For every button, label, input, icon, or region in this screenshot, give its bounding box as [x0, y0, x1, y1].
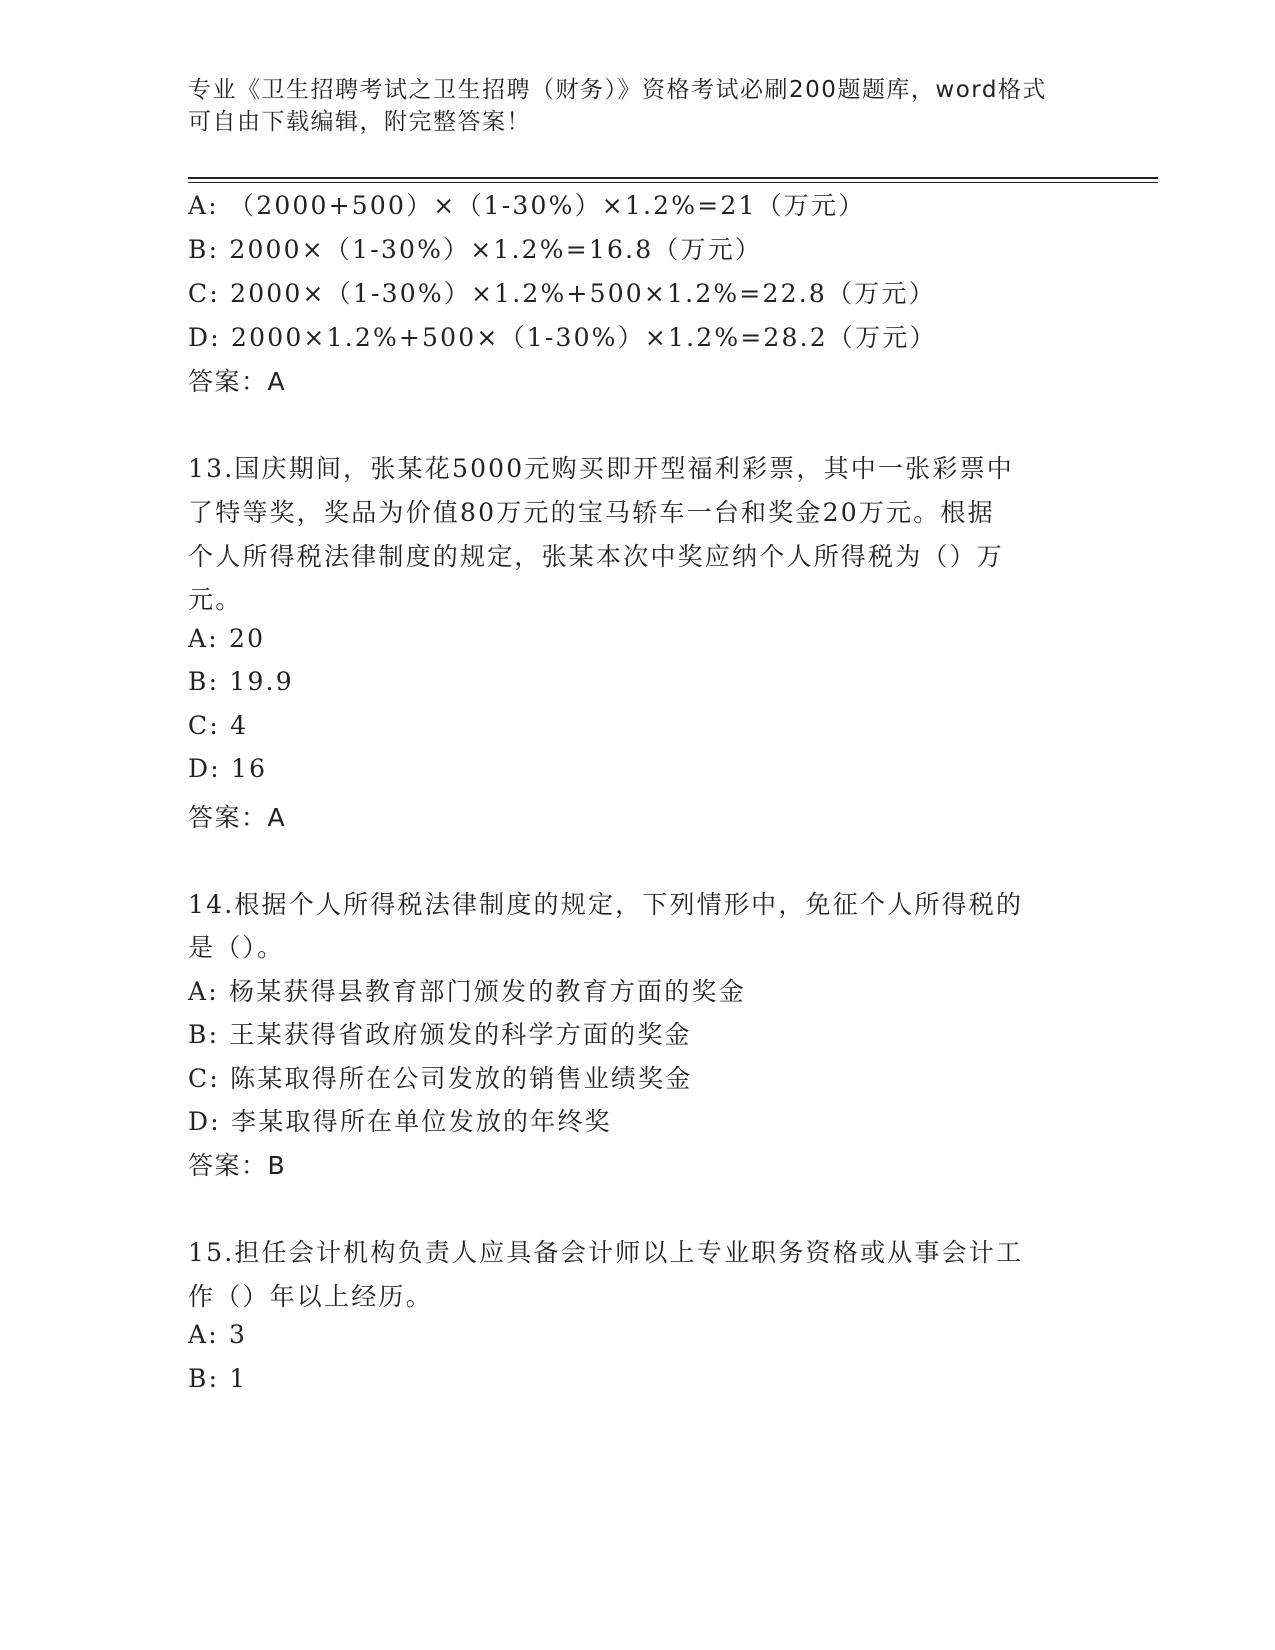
- q13-stem-line-2: 了特等奖，奖品为价值80万元的宝马轿车一台和奖金20万元。根据: [188, 498, 995, 527]
- q12-option-b: B: 2000×（1-30%）×1.2%=16.8（万元）: [188, 235, 763, 264]
- q13-option-d: D: 16: [188, 754, 268, 783]
- q15-stem-line-1: 15.担任会计机构负责人应具备会计师以上专业职务资格或从事会计工: [188, 1238, 1024, 1267]
- q12-option-c: C: 2000×（1-30%）×1.2%+500×1.2%=22.8（万元）: [188, 279, 936, 308]
- q13-stem-line-4: 元。: [188, 585, 243, 614]
- q13-stem-line-1: 13.国庆期间，张某花5000元购买即开型福利彩票，其中一张彩票中: [188, 454, 1014, 483]
- q14-option-d: D: 李某取得所在单位发放的年终奖: [188, 1107, 612, 1136]
- q13-answer: 答案：A: [188, 803, 287, 832]
- q15-option-a: A: 3: [188, 1320, 248, 1349]
- q13-option-b: B: 19.9: [188, 667, 294, 696]
- q14-stem-line-2: 是（）。: [188, 933, 285, 962]
- q13-option-a: A: 20: [188, 624, 266, 653]
- q12-option-d: D: 2000×1.2%+500×（1-30%）×1.2%=28.2（万元）: [188, 323, 937, 352]
- q14-option-c: C: 陈某取得所在公司发放的销售业绩奖金: [188, 1064, 693, 1093]
- q15-stem-line-2: 作（）年以上经历。: [188, 1282, 433, 1311]
- header-line-2: 可自由下载编辑，附完整答案！: [188, 109, 531, 135]
- header-divider-thick: [188, 177, 1158, 179]
- q14-option-b: B: 王某获得省政府颁发的科学方面的奖金: [188, 1020, 692, 1049]
- q15-option-b: B: 1: [188, 1364, 248, 1393]
- document-header: [188, 74, 1088, 138]
- q12-option-a: A: （2000+500）×（1-30%）×1.2%=21（万元）: [188, 191, 866, 220]
- q14-option-a: A: 杨某获得县教育部门颁发的教育方面的奖金: [188, 977, 746, 1006]
- q13-stem-line-3: 个人所得税法律制度的规定，张某本次中奖应纳个人所得税为（）万: [188, 542, 1005, 571]
- header-divider-thin: [188, 182, 1158, 183]
- q12-answer: 答案：A: [188, 367, 287, 396]
- header-line-1: 专业《卫生招聘考试之卫生招聘（财务）》资格考试必刷200题题库，word格式: [188, 77, 1047, 103]
- q14-stem-line-1: 14.根据个人所得税法律制度的规定，下列情形中，免征个人所得税的: [188, 890, 1024, 919]
- q13-option-c: C: 4: [188, 711, 249, 740]
- q14-answer: 答案：B: [188, 1151, 287, 1180]
